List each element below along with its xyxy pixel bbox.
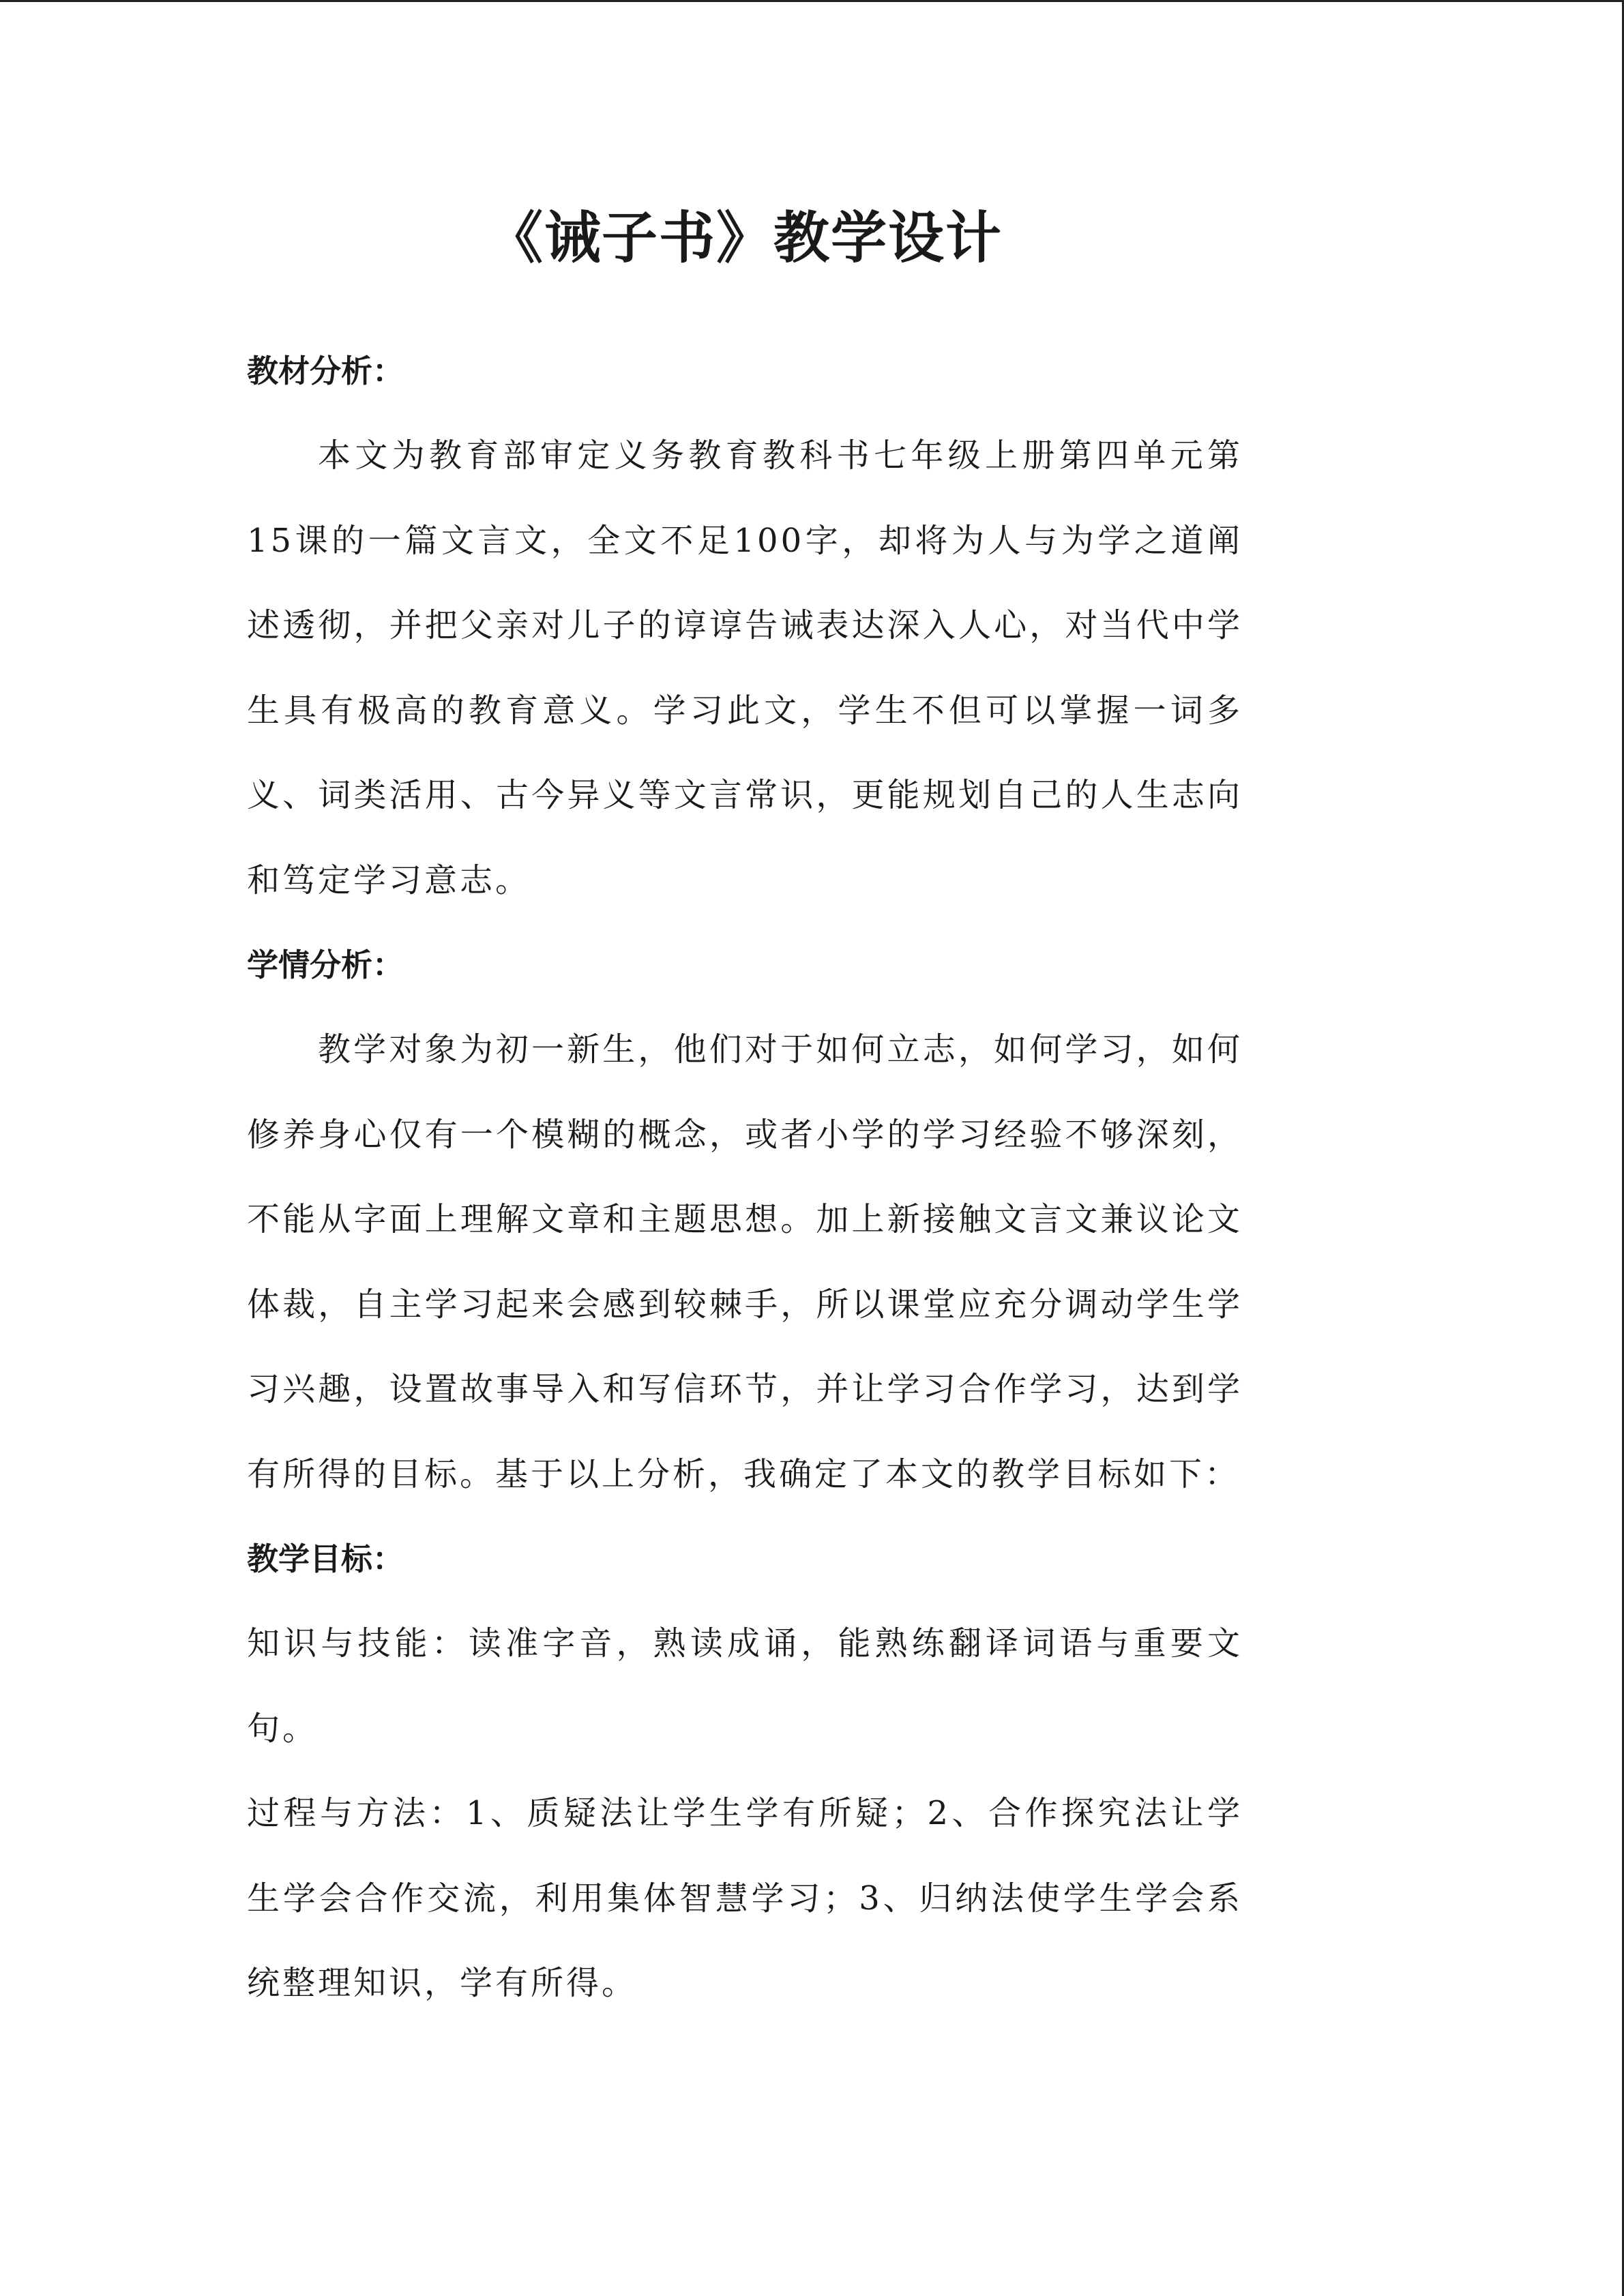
document-body xyxy=(247,198,1243,2026)
section-teaching-goals xyxy=(247,1517,1243,2026)
section-heading: 教学目标： xyxy=(247,1540,404,1577)
document-title: 《诫子书》教学设计 xyxy=(486,206,1003,271)
paragraph: 本文为教育部审定义务教育教科书七年级上册第四单元第15课的一篇文言文，全文不足100字，却将为人与为学之道阐述透彻，并把父亲对儿子的谆谆告诫表达深入人心，对当代中学生具有极高的教育意义。学习此文，学生不但可以掌握一词多义、词类活用、古今异义等文言常识，更能规划自己的人生志向和笃定学习意志。 xyxy=(247,436,1243,899)
goal-process-methods: 过程与方法：1、质疑法让学生学有所疑；2、合作探究法让学生学会合作交流，利用集体智慧学习；3、归纳法使学生学会系统整理知识，学有所得。 xyxy=(247,1794,1243,2002)
section-heading: 教材分析： xyxy=(247,353,404,389)
section-heading: 学情分析： xyxy=(247,946,404,983)
section-student-analysis xyxy=(247,923,1243,1517)
goal-knowledge-skills: 知识与技能：读准字音，熟读成诵，能熟练翻译词语与重要文句。 xyxy=(247,1624,1243,1748)
paragraph: 教学对象为初一新生，他们对于如何立志，如何学习，如何修养身心仅有一个模糊的概念，或者小学的学习经验不够深刻，不能从字面上理解文章和主题思想。加上新接触文言文兼议论文体裁，自主学习起来会感到较棘手，所以课堂应充分调动学生学习兴趣，设置故事导入和写信环节，并让学习合作学习，达到学有所得的目标。基于以上分析，我确定了本文的教学目标如下： xyxy=(247,1030,1243,1493)
page-border-top xyxy=(0,0,1624,2)
section-textbook-analysis xyxy=(247,329,1243,923)
